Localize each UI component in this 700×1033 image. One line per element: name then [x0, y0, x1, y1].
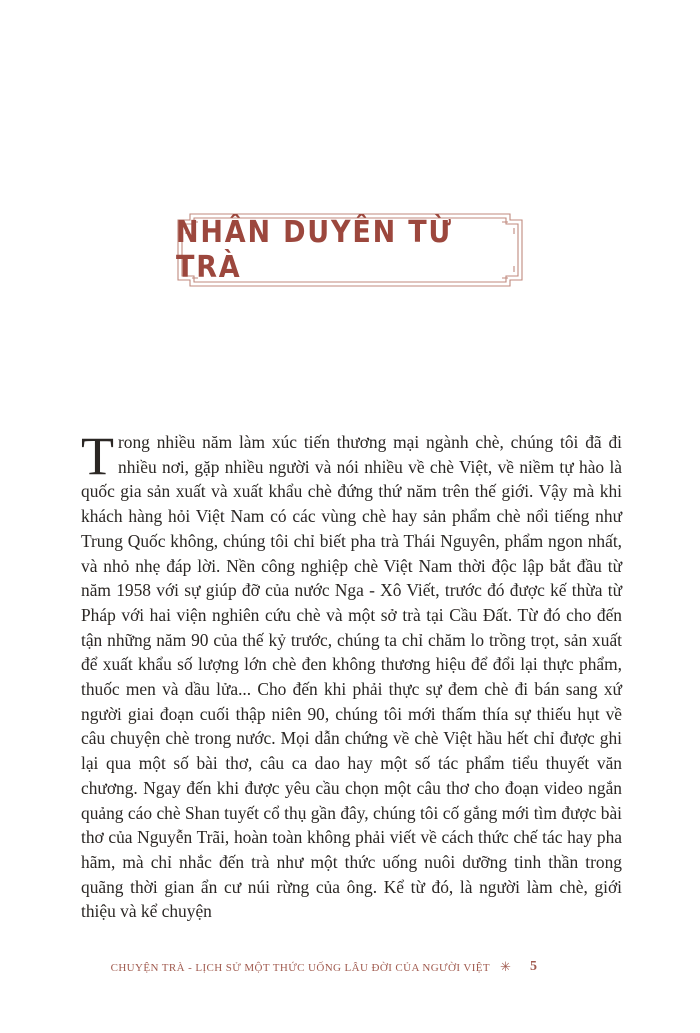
paragraph-text: rong nhiều năm làm xúc tiến thương mại ngành chè, chúng tôi đã đi nhiều nơi, gặp nhiều người và nói nhiều về chè Việt, về niềm tự hào là quốc gia sản xuất và xuất khẩu chè đứng thứ năm trên thế giới. Vậy mà khi khách hàng hỏi Việt Nam có các vùng chè hay sản phẩm chè nổi tiếng như Trung Quốc không, chúng tôi chỉ biết pha trà Thái Nguyên, phẩm ngon nhất, và nhỏ nhẹ đáp lời. Nền công nghiệp chè Việt Nam thời độc lập bắt đầu từ năm 1958 với sự giúp đỡ của nước Nga - Xô Viết, trước đó được kế thừa từ Pháp với hai viện nghiên cứu chè và một sở trà tại Cầu Đất. Từ đó cho đến tận những năm 90 của thế kỷ trước, chúng ta chỉ chăm lo trồng trọt, sản xuất để xuất khẩu số lượng lớn chè đen không thương hiệu để đổi lại thực phẩm, thuốc men và dầu lửa... Cho đến khi phải thực sự đem chè đi bán sang xứ người giai đoạn cuối thập niên 90, chúng tôi mới thấm thía sự thiếu hụt về câu chuyện chè trong nước. Mọi dẫn chứng về chè Việt hầu hết chỉ được ghi lại qua một số bài thơ, câu ca dao hay một số tác phẩm tiểu thuyết văn chương. Ngay đến khi được yêu cầu chọn một câu thơ cho đoạn video ngắn quảng cáo chè Shan tuyết cổ thụ gần đây, chúng tôi cố gắng mới tìm được bài thơ của Nguyễn Trãi, hoàn toàn không phải viết về cách thức chế tác hay pha hãm, mà chỉ nhắc đến trà như một thức uống nuôi dưỡng tinh thần trong quãng thời gian ẩn cư núi rừng của ông. Kể từ đó, là người làm chè, giới thiệu và kể chuyện — [81, 432, 622, 922]
running-title: CHUYỆN TRÀ - LỊCH SỬ MỘT THỨC UỐNG LÂU ĐỜI CỦA NGƯỜI VIỆT — [110, 962, 490, 974]
drop-cap: T — [81, 426, 114, 486]
footer-star-icon: ✳ — [500, 959, 511, 974]
chapter-title-frame — [176, 212, 524, 288]
body-paragraph — [81, 426, 622, 924]
page-number: 5 — [530, 959, 537, 974]
chapter-title: NHÂN DUYÊN TỪ TRÀ — [176, 215, 453, 285]
page-footer — [0, 958, 700, 982]
